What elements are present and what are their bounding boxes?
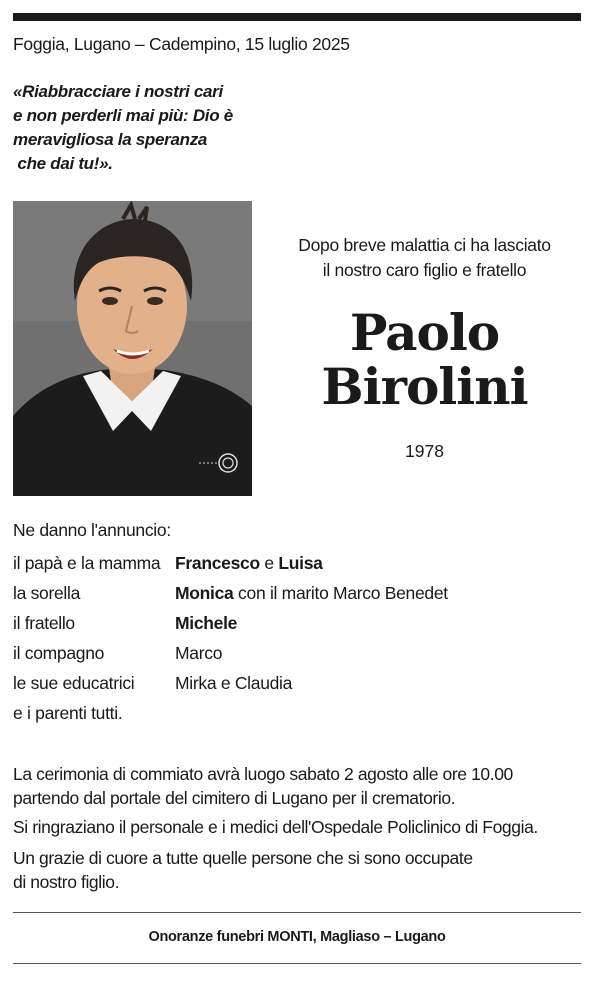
divider (13, 912, 581, 913)
relation: il fratello (13, 613, 75, 633)
list-item (13, 670, 588, 700)
relative-name: Michele (175, 613, 238, 633)
relation: il papà e la mamma (13, 553, 161, 573)
ceremony-line: partendo dal portale del cimitero di Lugano per il crematorio. (13, 788, 456, 808)
list-item (13, 700, 588, 730)
list-item (13, 550, 588, 580)
thanks-text: Si ringraziano il personale e i medici dell'Ospedale Policlinico di Foggia. (13, 817, 538, 837)
intro-text (262, 233, 587, 283)
divider (13, 963, 581, 964)
quote-line: meravigliosa la speranza (13, 130, 208, 149)
relative-name: Monica (175, 583, 234, 603)
relative-name: Francesco (175, 553, 260, 573)
place-date: Foggia, Lugano – Cadempino, 15 luglio 2025 (13, 34, 350, 54)
list-item (13, 610, 588, 640)
top-rule (13, 13, 581, 21)
intro-line: il nostro caro figlio e fratello (322, 260, 527, 280)
family-list (13, 550, 588, 730)
list-item (13, 580, 588, 610)
relative-detail: Marco (175, 643, 223, 663)
joiner: e (259, 553, 279, 573)
gratitude-line: di nostro figlio. (13, 872, 120, 892)
relative-detail: con il marito Marco Benedet (233, 583, 448, 603)
quote-line: «Riabbracciare i nostri cari (13, 82, 223, 101)
birth-year: 1978 (405, 441, 444, 461)
announcement-heading: Ne danno l'annuncio: (13, 520, 171, 540)
relative-detail: Mirka e Claudia (175, 673, 293, 693)
quote (13, 80, 273, 176)
last-name: Birolini (321, 357, 528, 416)
relation: il compagno (13, 643, 105, 663)
portrait-icon (13, 201, 252, 496)
gratitude-text (13, 846, 588, 894)
quote-line: che dai tu!». (13, 154, 113, 173)
portrait-photo (13, 201, 252, 496)
relation: le sue educatrici (13, 673, 135, 693)
intro-line: Dopo breve malattia ci ha lasciato (298, 235, 551, 255)
relation: e i parenti tutti. (13, 703, 123, 723)
relative-name: Luisa (278, 553, 323, 573)
quote-line: e non perderli mai più: Dio è (13, 106, 233, 125)
list-item (13, 640, 588, 670)
first-name: Paolo (349, 303, 500, 362)
funeral-home: Onoranze funebri MONTI, Magliaso – Lugano (148, 929, 446, 945)
deceased-name (262, 303, 587, 416)
ceremony-text (13, 762, 588, 810)
gratitude-line: Un grazie di cuore a tutte quelle persone che si sono occupate (13, 848, 473, 868)
relation: la sorella (13, 583, 81, 603)
ceremony-line: La cerimonia di commiato avrà luogo sabato 2 agosto alle ore 10.00 (13, 764, 513, 784)
